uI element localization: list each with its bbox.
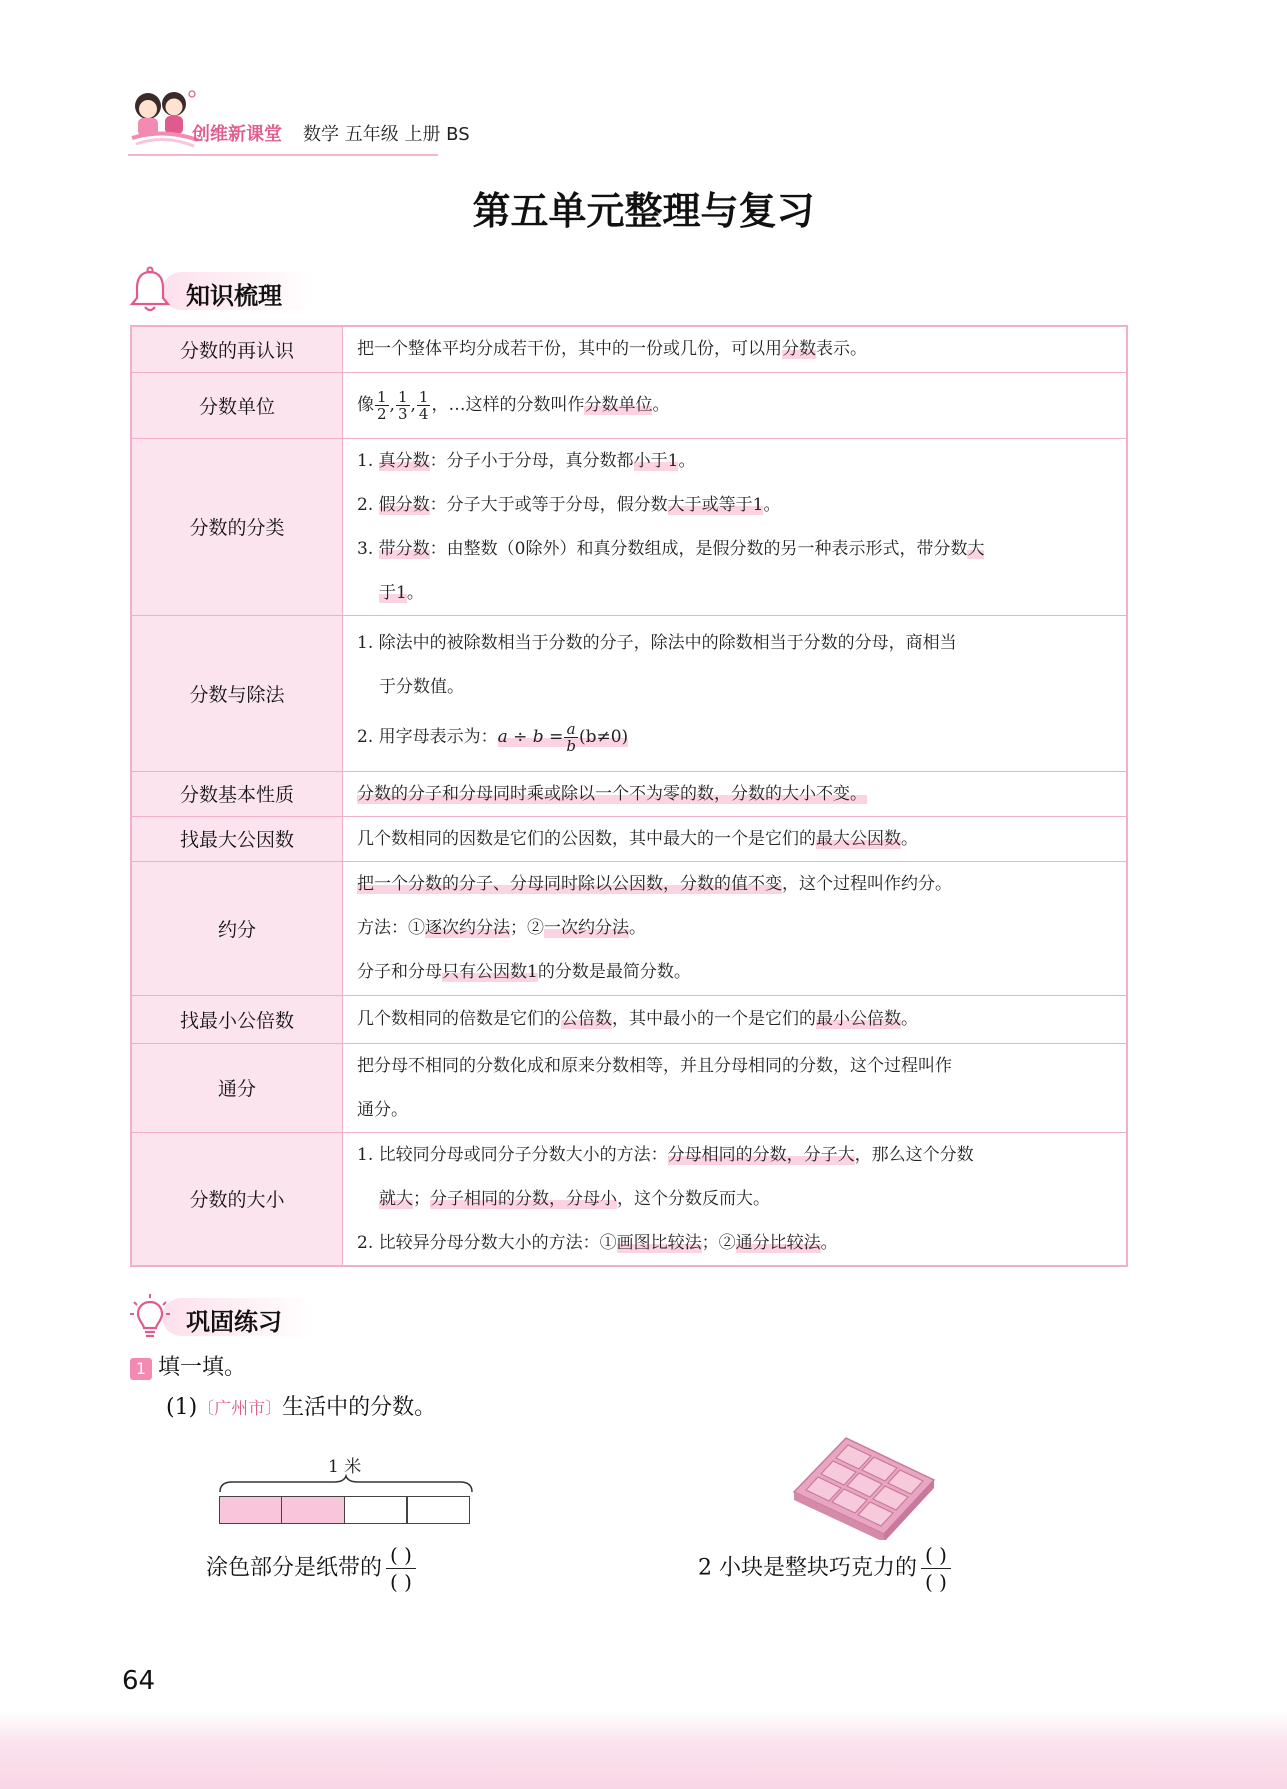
row-value: [343, 438, 1128, 615]
row-key: 分数的分类: [131, 438, 343, 615]
text: 表示。: [816, 339, 867, 360]
highlight: 分数的分子和分母同时乘或除以一个不为零的数，分数的大小不变。: [357, 783, 867, 804]
line: 1. 除法中的被除数相当于分数的分子，除法中的除数相当于分数的分母，商相当: [357, 633, 957, 653]
line: 把分母不相同的分数化成和原来分数相等，并且分母相同的分数，这个过程叫作: [357, 1055, 952, 1076]
text: ；: [413, 1188, 430, 1209]
table-row: [131, 615, 1127, 771]
fraction: [564, 721, 578, 754]
line: [357, 439, 1112, 483]
highlight: 分子相同的分数，分母小: [430, 1188, 617, 1209]
text: 。: [763, 494, 781, 515]
line: [357, 571, 1112, 615]
text: 。: [629, 918, 646, 938]
sub-text: 生活中的分数。: [282, 1395, 437, 1420]
strip-cell-shaded: [219, 1496, 283, 1524]
formula-tail: (b≠0): [578, 727, 629, 747]
row-key: 通分: [131, 1043, 343, 1132]
text: 3.: [357, 538, 379, 559]
text: 2.: [357, 494, 379, 515]
question-1-sub: [166, 1390, 436, 1421]
brand-name: 创维新课堂: [192, 124, 282, 145]
question-number-badge: 1: [130, 1358, 152, 1380]
line: 于分数值。: [379, 677, 464, 697]
chocolate-bar-icon: [784, 1430, 944, 1540]
highlight: 画图比较法: [616, 1232, 702, 1253]
line: [357, 950, 1112, 994]
text: 。: [901, 828, 918, 849]
text: ；②: [701, 1232, 736, 1253]
text: ：分子大于或等于分母，假分数: [429, 494, 668, 515]
text: ，其中最小的一个是它们的: [612, 1009, 816, 1029]
fraction: [417, 389, 431, 422]
blank-numerator[interactable]: ( ): [921, 1542, 951, 1569]
line: [357, 709, 1112, 765]
formula: a ÷ b =: [497, 727, 564, 747]
highlight: 把一个分数的分子、分母同时除以公因数，分数的值不变: [357, 874, 782, 894]
row-key: 找最小公倍数: [131, 995, 343, 1043]
row-key: 分数基本性质: [131, 771, 343, 816]
text: 几个数相同的因数是它们的公因数，其中最大的一个是它们的: [357, 828, 816, 849]
highlight: [497, 720, 629, 755]
highlight: 一次约分法: [544, 918, 629, 938]
answer-blank-fraction[interactable]: [921, 1542, 951, 1595]
highlight: 分数: [782, 339, 816, 360]
row-value: [343, 615, 1128, 771]
knowledge-table: [130, 325, 1128, 1267]
highlight: 带分数: [378, 538, 430, 559]
line: [357, 527, 1112, 571]
line: [357, 1133, 1112, 1177]
row-value: [343, 861, 1128, 995]
highlight: 分母相同的分数，分子大: [667, 1144, 855, 1165]
row-key: 找最大公因数: [131, 816, 343, 861]
section-label: 巩固练习: [186, 1308, 282, 1336]
brace-icon: [218, 1474, 474, 1494]
numerator: a: [564, 721, 578, 738]
denominator: b: [566, 737, 576, 755]
highlight: 小于1: [633, 450, 679, 471]
paper-strip-figure: [218, 1452, 474, 1522]
row-value: [343, 995, 1128, 1043]
question-title: 填一填。: [158, 1355, 247, 1380]
row-value: [343, 1043, 1128, 1132]
caption-chocolate: [698, 1542, 951, 1595]
fraction: [375, 389, 389, 422]
page-title: 第五单元整理与复习: [472, 189, 815, 233]
row-key: 分数的再认识: [131, 326, 343, 372]
highlight: 通分比较法: [735, 1232, 821, 1253]
text: ，…这样的分数叫作: [431, 395, 585, 415]
table-row: [131, 1132, 1127, 1266]
strip-cell-shaded: [281, 1496, 345, 1524]
text: 的分数是最简分数。: [537, 962, 691, 982]
children-mascot-icon: [128, 88, 200, 150]
numerator: 1: [377, 388, 387, 406]
row-key: 约分: [131, 861, 343, 995]
section-label: 知识梳理: [186, 282, 282, 310]
line: [357, 906, 1112, 950]
sub-prefix: (1): [166, 1395, 198, 1420]
denominator: 4: [418, 405, 429, 423]
text: 。: [820, 1232, 838, 1253]
text: ，这个过程叫作约分。: [782, 874, 952, 894]
row-value: 像 $\frac{1}{2}$ , $\frac{1}{3}$ , $\frac{1}{4}$ ，…这样的分数叫作分数单位。: [343, 372, 1128, 438]
row-value: [343, 816, 1128, 861]
highlight: 最小公倍数: [816, 1009, 901, 1029]
highlight: 就大: [379, 1188, 413, 1209]
text: 。: [406, 582, 424, 603]
header-divider: [128, 154, 438, 156]
row-key: 分数与除法: [131, 615, 343, 771]
highlight: 于1: [379, 582, 407, 603]
table-row: [131, 326, 1127, 372]
row-key: 分数单位: [131, 372, 343, 438]
text: ，这个分数反而大。: [617, 1188, 770, 1209]
line: [357, 1221, 1112, 1265]
blank-denominator[interactable]: ( ): [390, 1570, 412, 1594]
numerator: 1: [418, 388, 429, 406]
line: 通分。: [357, 1099, 408, 1120]
table-row: [131, 1043, 1127, 1132]
highlight: 最大公因数: [816, 828, 901, 849]
table-row: [131, 771, 1127, 816]
highlight: 只有公因数1: [442, 962, 538, 982]
table-row: [131, 438, 1127, 615]
subject-info: 数学 五年级 上册 BS: [303, 124, 470, 145]
text: 方法：①: [357, 918, 425, 938]
fraction: [396, 389, 410, 422]
strip-cell: [406, 1496, 470, 1524]
denominator: 2: [377, 405, 387, 423]
page-number: 64: [122, 1666, 156, 1696]
numerator: 1: [397, 388, 408, 406]
line: [357, 862, 1112, 906]
text: 1.: [357, 450, 379, 471]
text: 把一个整体平均分成若干份，其中的一份或几份，可以用: [357, 339, 782, 360]
bottom-decoration: [0, 1712, 1287, 1789]
blank-numerator[interactable]: ( ): [386, 1542, 416, 1569]
text: 2. 用字母表示为：: [357, 727, 498, 747]
table-row: [131, 372, 1127, 438]
text: ：分子小于分母，真分数都: [429, 450, 634, 471]
strip-cell: [344, 1496, 408, 1524]
page-header: [128, 88, 528, 158]
text: ：由整数（0除外）和真分数组成，是假分数的另一种表示形式，带分数: [429, 538, 968, 559]
text: 。: [901, 1009, 918, 1029]
text: 。: [652, 395, 670, 415]
strip-length-label: 1 米: [328, 1457, 362, 1477]
caption-strip: [206, 1542, 416, 1595]
answer-blank-fraction[interactable]: [386, 1542, 416, 1595]
text: 几个数相同的倍数是它们的: [357, 1009, 561, 1029]
highlight: 大: [967, 538, 985, 559]
caption-text: 2 小块是整块巧克力的: [698, 1555, 917, 1581]
row-key: 分数的大小: [131, 1132, 343, 1266]
question-1: [130, 1350, 246, 1381]
highlight: 逐次约分法: [425, 918, 510, 938]
highlight: 分数单位: [584, 395, 653, 415]
blank-denominator[interactable]: ( ): [925, 1570, 947, 1594]
text: 。: [678, 450, 696, 471]
bell-icon: [128, 266, 172, 316]
highlight: 公倍数: [561, 1009, 612, 1029]
highlight: 假分数: [378, 494, 430, 515]
text: ，那么这个分数: [854, 1144, 974, 1165]
line: [357, 483, 1112, 527]
source-tag: 〔广州市〕: [197, 1399, 283, 1419]
table-row: [131, 995, 1127, 1043]
line: [357, 1177, 1112, 1221]
highlight: 大于或等于1: [667, 494, 764, 515]
row-value: [343, 771, 1128, 816]
strip-cells: [220, 1496, 470, 1524]
text: 2. 比较异分母分数大小的方法：①: [357, 1232, 617, 1253]
table-row: [131, 816, 1127, 861]
lightbulb-icon: [128, 1292, 172, 1342]
text: 1. 比较同分母或同分子分数大小的方法：: [357, 1144, 668, 1165]
caption-text: 涂色部分是纸带的: [206, 1555, 383, 1581]
denominator: 3: [397, 405, 408, 423]
text: 像: [357, 395, 374, 415]
table-row: [131, 861, 1127, 995]
text: ；②: [510, 918, 544, 938]
highlight: 真分数: [378, 450, 430, 471]
row-value: [343, 326, 1128, 372]
row-value: [343, 1132, 1128, 1266]
text: 分子和分母: [357, 962, 442, 982]
